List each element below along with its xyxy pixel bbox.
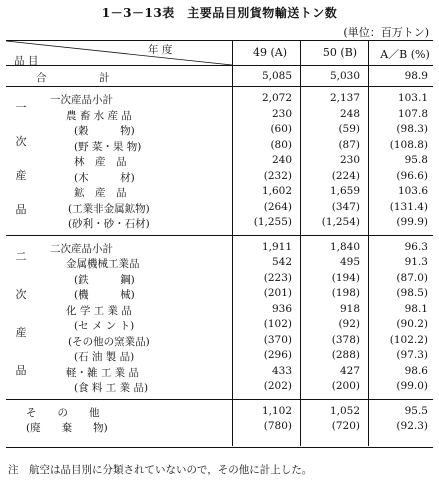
table-row: 化 学 工 業 品 936 918 98.1: [66, 302, 428, 317]
table-row: (石 油 製 品) (296) (288) (97.3): [74, 349, 428, 363]
table-row: 鉱 産 品 1,602 1,659 103.6: [74, 185, 428, 199]
table-row: (機 械) (201) (198) (98.5): [74, 287, 428, 301]
table-row-total: [6, 66, 433, 86]
total-50: 5,030: [329, 70, 360, 82]
section-secondary-label: 二 次 産 品: [15, 249, 27, 377]
header-col-49: 49 (A): [252, 46, 288, 59]
header-year-label: 年 度: [148, 44, 173, 56]
table-row: 農 畜 水 産 品 230 248 107.8: [66, 107, 428, 122]
section-primary: [6, 86, 433, 231]
freight-table: [6, 40, 433, 435]
table-row: 林 産 品 240 230 95.8: [74, 154, 428, 168]
section-other: [6, 399, 433, 435]
table-row: (野 菜・果 物) (80) (87) (108.8): [74, 138, 428, 153]
table-title: 1－3－13表 主要品目別貨物輸送トン数: [101, 6, 338, 20]
header-item-label: 品 目: [14, 55, 39, 67]
footnote: 注 航空は品目別に分類されていないので，その他に計上した。: [8, 464, 313, 476]
table-row: (その他の窯業品) (370) (378) (102.2): [68, 333, 428, 348]
table-header: [6, 40, 433, 66]
unit-label: (単位：百万トン): [343, 26, 429, 39]
total-49: 5,085: [261, 70, 292, 82]
table-row: 金属機械工業品 542 495 91.3: [66, 256, 428, 270]
table-row: 軽・雑 工 業 品 433 427 98.6: [66, 364, 428, 379]
table-row: 二次産品小計 1,911 1,840 96.3: [50, 240, 428, 255]
total-label: 合 計: [36, 72, 110, 84]
table-row: (砂利・砂・石材) (1,255) (1,254) (99.9): [68, 216, 428, 230]
table-row: (廃 棄 物) (780) (720) (92.3): [26, 420, 428, 434]
table-row: 一次産品小計 2,072 2,137 103.1: [50, 92, 428, 106]
header-diagonal: [6, 41, 232, 65]
table-row: (鉄 鋼) (223) (194) (87.0): [74, 271, 428, 286]
header-col-ratio: A／B (%): [380, 48, 430, 61]
table-row: (工業非金属鉱物) (264) (347) (131.4): [68, 200, 428, 215]
table-row: (食 料 工 業 品) (202) (200) (99.0): [74, 380, 428, 394]
table-row: (セ メ ン ト) (102) (92) (90.2): [74, 318, 428, 332]
section-primary-label: 一 次 産 品: [15, 101, 27, 216]
table-bottom-rule: [6, 447, 433, 448]
table-row: そ の 他 1,102 1,052 95.5: [26, 404, 428, 419]
header-col-50: 50 (B): [322, 46, 358, 59]
table-row: (木 材) (232) (224) (96.6): [74, 169, 428, 184]
total-ratio: 98.9: [404, 70, 428, 82]
section-secondary: [6, 235, 433, 395]
table-row: (穀 物) (60) (59) (98.3): [74, 123, 428, 137]
